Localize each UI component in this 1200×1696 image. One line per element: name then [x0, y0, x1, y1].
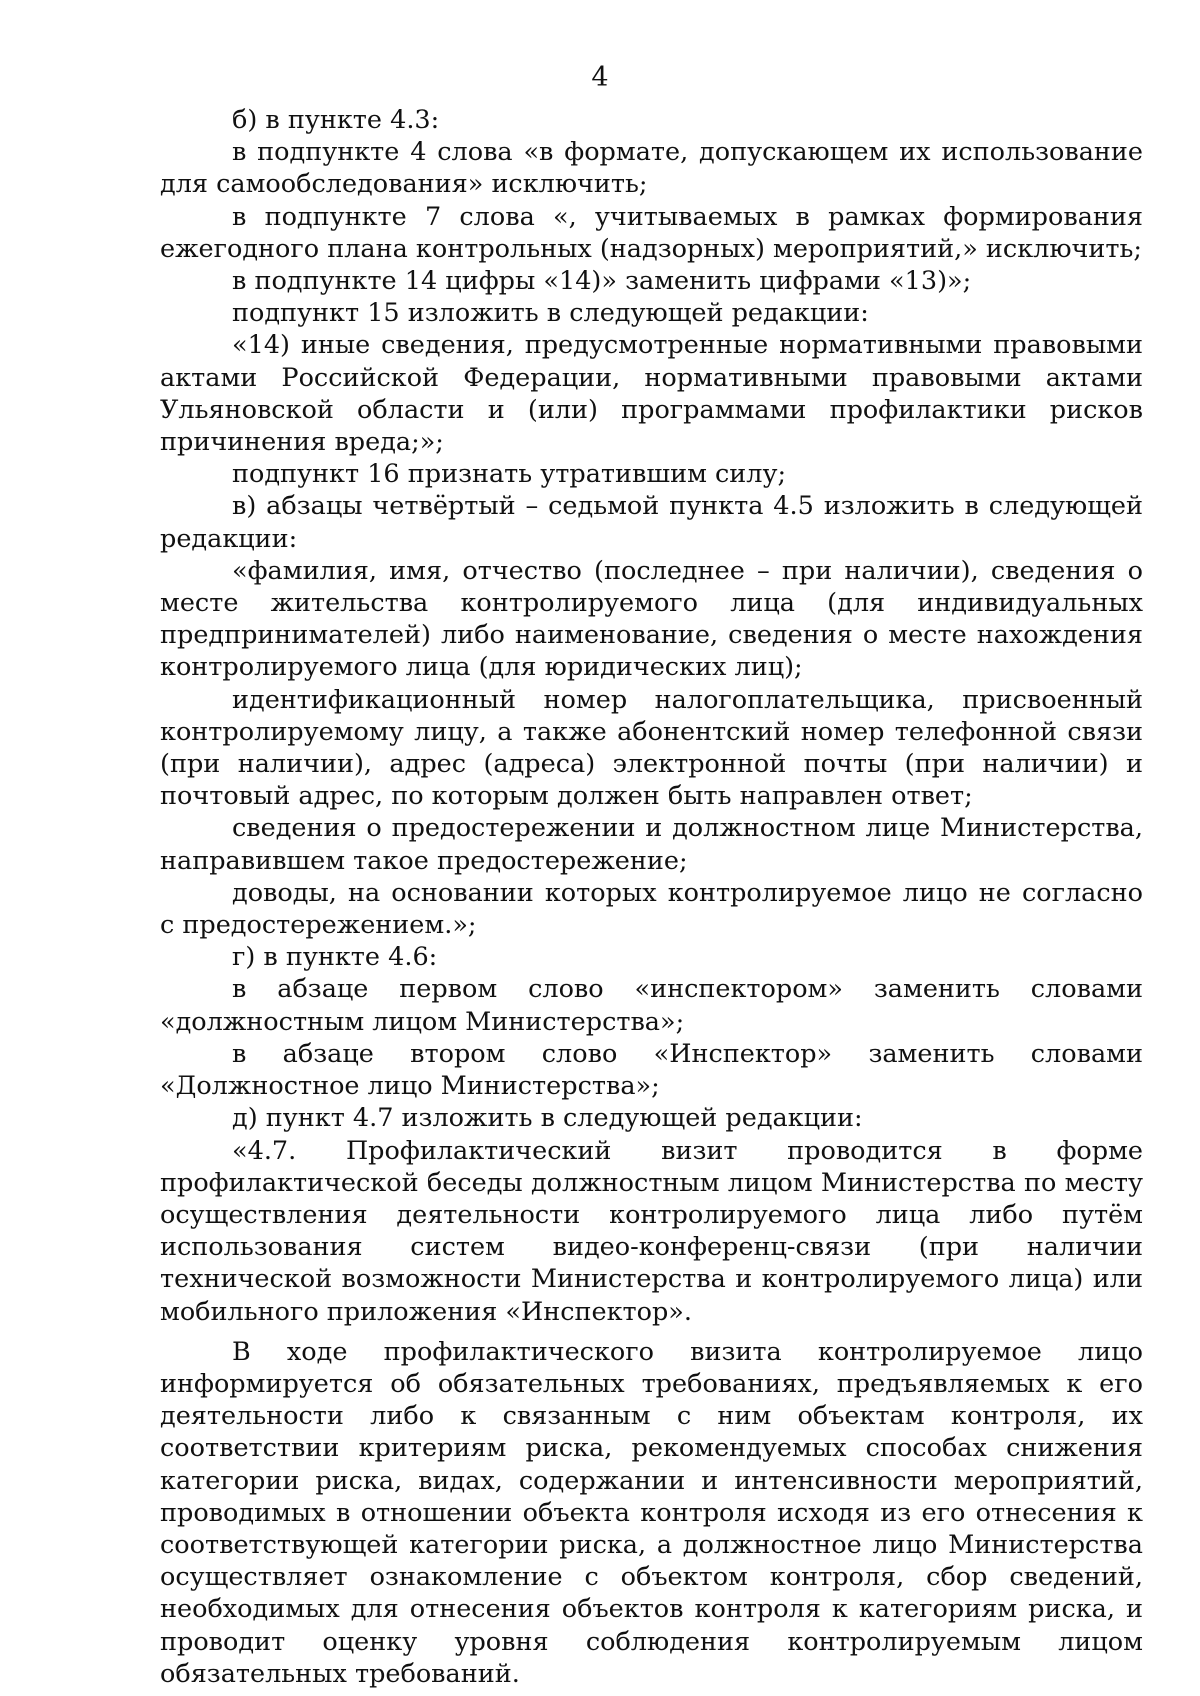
page-number: 4 [591, 62, 609, 93]
paragraph-item-v: в) абзацы четвёртый – седьмой пункта 4.5 изложить в следующей редакции: [160, 491, 1143, 554]
paragraph-tax-number: идентификационный номер налогоплательщика, присвоенный контролируемому лицу, а также абонентский номер телефонной связи (при наличии), адрес (адреса) электронной почты (при наличии) и почтовый адрес, по которым должен быть направлен ответ; [160, 684, 1143, 812]
paragraph-item-d: д) пункт 4.7 изложить в следующей редакции: [232, 1103, 863, 1134]
paragraph-quoted-14: «14) иные сведения, предусмотренные нормативными правовыми актами Российской Федерации, нормативными правовыми актами Ульяновской области и (или) программами профилактики рисков причинения вреда;»; [160, 330, 1143, 458]
paragraph-item-b: б) в пункте 4.3: [232, 105, 440, 135]
paragraph-visit-details: В ходе профилактического визита контролируемое лицо информируется об обязательных требованиях, предъявляемых к его деятельности либо к связанным с ним объектам контроля, их соответствии критериям риска, рекомендуемых способах снижения категории риска, видах, содержании и интенсивности мероприятий, проводимых в отношении объекта контроля исходя из его отнесения к соответствующей категории риска, а должностное лицо Министерства осуществляет ознакомление с объектом контроля, сбор сведений, необходимых для отнесения объектов контроля к категориям риска, и проводит оценку уровня соблюдения контролируемым лицом обязательных требований. [160, 1336, 1143, 1689]
paragraph-first-abzac: в абзаце первом слово «инспектором» заменить словами «должностным лицом Министерства»; [160, 974, 1143, 1037]
paragraph-arguments: доводы, на основании которых контролируемое лицо не согласно с предостережением.»; [160, 877, 1143, 941]
paragraph-subitem-15: подпункт 15 изложить в следующей редакции: [232, 298, 869, 329]
paragraph-subitem-14: в подпункте 14 цифры «14)» заменить цифрами «13)»; [232, 266, 972, 297]
paragraph-warning-info: сведения о предостережении и должностном лице Министерства, направившем такое предостережение; [160, 813, 1143, 876]
paragraph-second-abzac: в абзаце втором слово «Инспектор» заменить словами «Должностное лицо Министерства»; [160, 1038, 1143, 1102]
paragraph-subitem-4: в подпункте 4 слова «в формате, допускающем их использование для самообследования» исключить; [160, 137, 1143, 200]
paragraph-quoted-name: «фамилия, имя, отчество (последнее – при наличии), сведения о месте жительства контролируемого лица (для индивидуальных предпринимателей) либо наименование, сведения о месте нахождения контролируемого лица (для юридических лиц); [160, 555, 1143, 683]
paragraph-subitem-7: в подпункте 7 слова «, учитываемых в рамках формирования ежегодного плана контрольных (надзорных) мероприятий,» исключить; [160, 201, 1143, 264]
paragraph-subitem-16: подпункт 16 признать утратившим силу; [232, 459, 787, 490]
document-body [160, 104, 1143, 1690]
paragraph-item-g: г) в пункте 4.6: [232, 942, 438, 973]
paragraph-quoted-4-7: «4.7. Профилактический визит проводится в форме профилактической беседы должностным лицом Министерства по месту осуществления деятельности контролируемого лица либо путём использования систем видео-конференц-связи (при наличии технической возможности Министерства и контролируемого лица) или мобильного приложения «Инспектор». [160, 1135, 1143, 1327]
